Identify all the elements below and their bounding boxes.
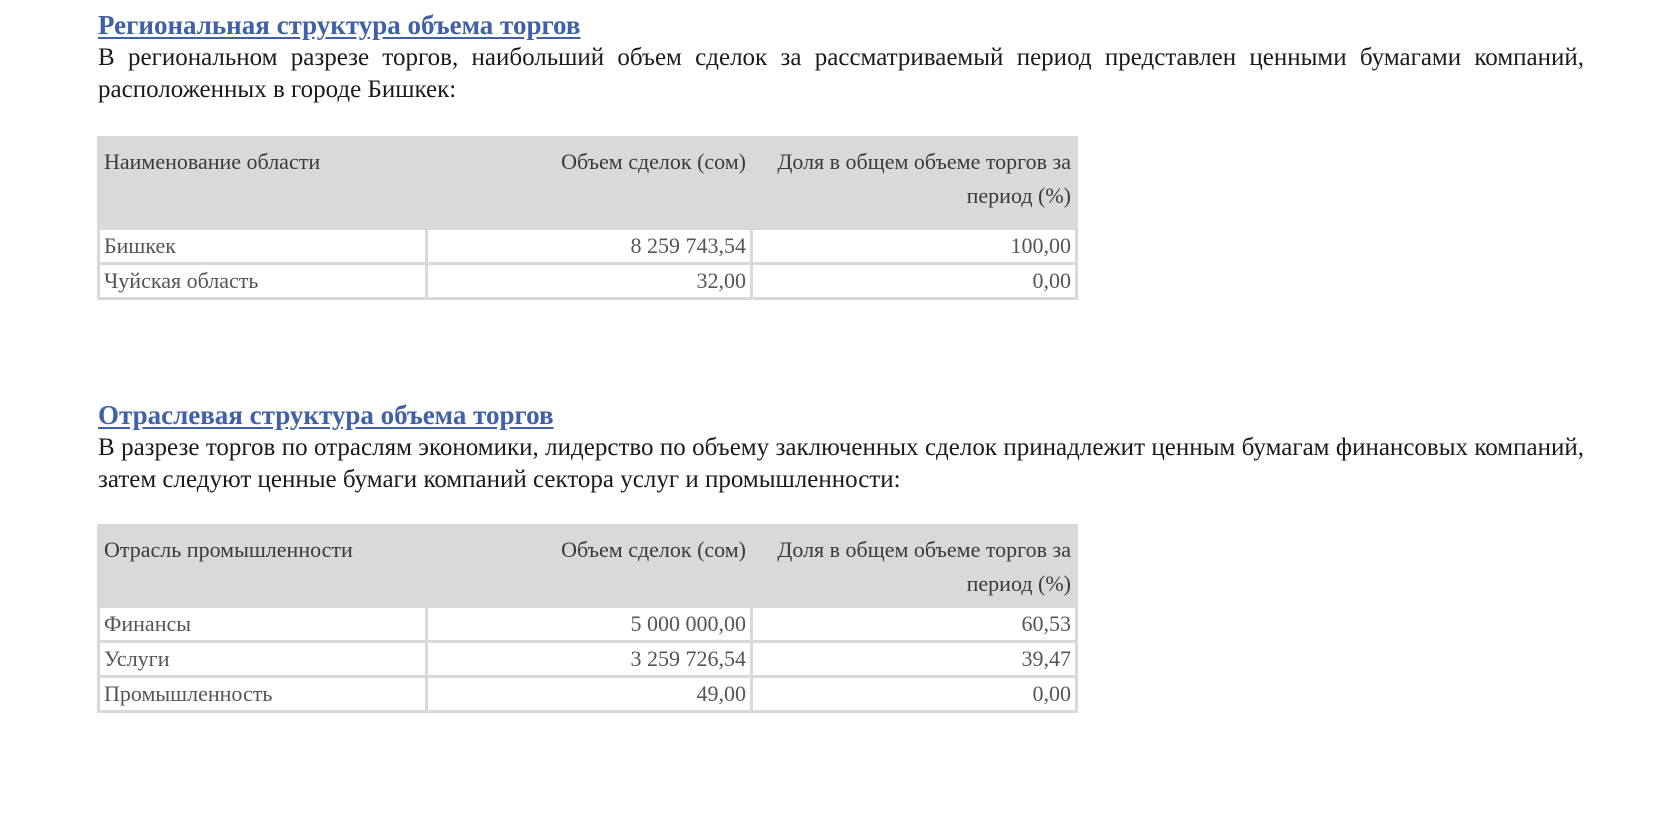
region-share-cell: 0,00 [753,265,1075,297]
regional-header-share: Доля в общем объеме торгов за период (%) [753,139,1075,227]
sector-volume-cell: 5 000 000,00 [428,608,750,640]
sector-share-cell: 39,47 [753,643,1075,675]
table-row [100,678,1075,710]
sectoral-header-share: Доля в общем объеме торгов за период (%) [753,527,1075,605]
table-row [100,608,1075,640]
regional-table [97,136,1078,300]
sectoral-section [98,398,1584,496]
region-volume-cell: 8 259 743,54 [428,230,750,262]
sector-volume-cell: 49,00 [428,678,750,710]
sector-share-cell: 60,53 [753,608,1075,640]
regional-table-header-row [100,139,1075,227]
regional-section [98,8,1584,106]
region-share-cell: 100,00 [753,230,1075,262]
table-row [100,230,1075,262]
region-name-cell: Бишкек [100,230,425,262]
sectoral-header-volume: Объем сделок (сом) [428,527,750,605]
sectoral-header-name: Отрасль промышленности [100,527,425,605]
sector-name-cell: Промышленность [100,678,425,710]
regional-paragraph: В региональном разрезе торгов, наибольший объем сделок за рассматриваемый период представлен ценными бумагами компаний, расположенных в городе Бишкек: [98,44,1584,103]
regional-heading[interactable]: Региональная структура объема торгов [98,10,581,40]
table-row [100,265,1075,297]
regional-header-name: Наименование области [100,139,425,227]
sectoral-table [97,524,1078,713]
sector-volume-cell: 3 259 726,54 [428,643,750,675]
sector-name-cell: Услуги [100,643,425,675]
region-name-cell: Чуйская область [100,265,425,297]
sector-share-cell: 0,00 [753,678,1075,710]
regional-header-volume: Объем сделок (сом) [428,139,750,227]
sectoral-heading[interactable]: Отраслевая структура объема торгов [98,400,554,430]
sectoral-table-header-row [100,527,1075,605]
region-volume-cell: 32,00 [428,265,750,297]
sectoral-paragraph: В разрезе торгов по отраслям экономики, лидерство по объему заключенных сделок принадлежит ценным бумагам финансовых компаний, затем следуют ценные бумаги компаний сектора услуг и промышленности: [98,434,1584,493]
sector-name-cell: Финансы [100,608,425,640]
table-row [100,643,1075,675]
